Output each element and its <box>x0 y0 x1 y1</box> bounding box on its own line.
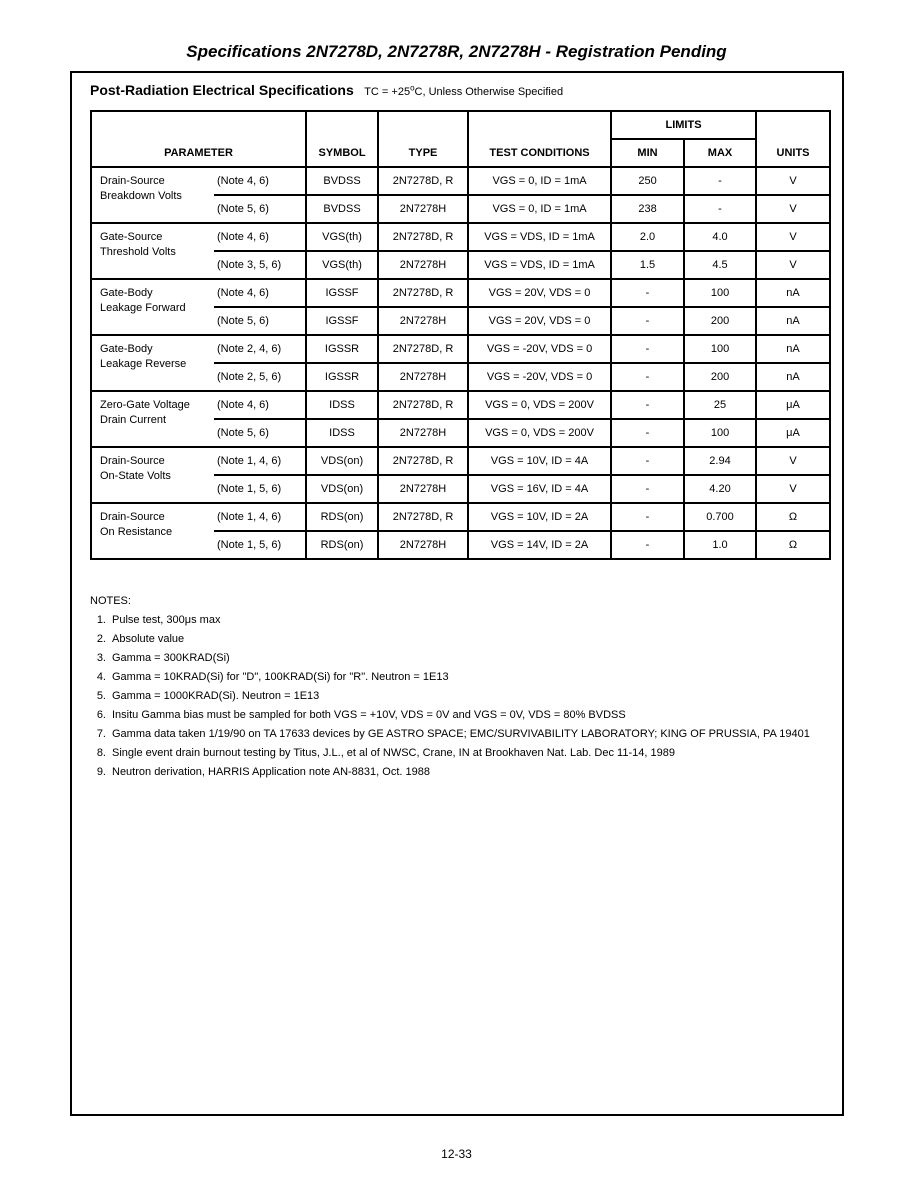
page-number: 12-33 <box>441 1147 472 1161</box>
note-number: 4. <box>96 671 106 683</box>
note-item <box>90 690 830 703</box>
units-cell: nA <box>756 335 830 363</box>
max-cell: 4.20 <box>684 475 756 503</box>
symbol-cell: IGSSF <box>306 307 378 335</box>
note-item <box>90 728 830 741</box>
note-text: Gamma = 10KRAD(Si) for "D", 100KRAD(Si) for "R". Neutron = 1E13 <box>112 671 449 683</box>
min-cell: - <box>611 279 684 307</box>
units-cell: V <box>756 195 830 223</box>
symbol-cell: VDS(on) <box>306 475 378 503</box>
symbol-cell: RDS(on) <box>306 503 378 531</box>
units-cell: μA <box>756 419 830 447</box>
header-parameter: PARAMETER <box>91 111 306 167</box>
symbol-cell: IGSSR <box>306 363 378 391</box>
parameter-line-1: Gate-Body <box>100 343 153 355</box>
min-cell: - <box>611 335 684 363</box>
parameter-name <box>91 447 214 503</box>
units-cell: V <box>756 167 830 195</box>
max-cell: 0.700 <box>684 503 756 531</box>
section-title <box>90 82 563 100</box>
max-cell: 100 <box>684 419 756 447</box>
header-test-conditions: TEST CONDITIONS <box>468 111 611 167</box>
note-text: Gamma = 300KRAD(Si) <box>112 652 230 664</box>
parameter-name <box>91 223 214 279</box>
note-item <box>90 652 830 665</box>
test-condition-cell: VGS = VDS, ID = 1mA <box>468 251 611 279</box>
spec-table <box>90 110 831 560</box>
parameter-line-1: Drain-Source <box>100 455 165 467</box>
condition-prefix: TC = +25 <box>364 86 411 98</box>
parameter-line-2: On-State Volts <box>100 470 171 482</box>
note-ref: (Note 1, 5, 6) <box>214 475 306 503</box>
test-condition-cell: VGS = 10V, ID = 2A <box>468 503 611 531</box>
max-cell: 2.94 <box>684 447 756 475</box>
symbol-cell: VGS(th) <box>306 223 378 251</box>
note-text: Absolute value <box>112 633 185 645</box>
parameter-name <box>91 167 214 223</box>
type-cell: 2N7278D, R <box>378 503 468 531</box>
max-cell: 4.0 <box>684 223 756 251</box>
symbol-cell: BVDSS <box>306 167 378 195</box>
type-cell: 2N7278D, R <box>378 223 468 251</box>
max-cell: 1.0 <box>684 531 756 559</box>
type-cell: 2N7278H <box>378 475 468 503</box>
type-cell: 2N7278H <box>378 363 468 391</box>
units-cell: V <box>756 447 830 475</box>
note-number: 7. <box>96 728 106 740</box>
header-symbol: SYMBOL <box>306 111 378 167</box>
parameter-line-1: Drain-Source <box>100 511 165 523</box>
type-cell: 2N7278D, R <box>378 167 468 195</box>
note-ref: (Note 4, 6) <box>214 223 306 251</box>
note-item <box>90 614 830 627</box>
min-cell: - <box>611 447 684 475</box>
note-text: Insitu Gamma bias must be sampled for both VGS = +10V, VDS = 0V and VGS = 0V, VDS = 80% BVDSS <box>112 709 626 721</box>
note-text: Pulse test, 300μs max <box>112 614 221 626</box>
parameter-line-2: On Resistance <box>100 526 173 538</box>
max-cell: 100 <box>684 279 756 307</box>
type-cell: 2N7278D, R <box>378 279 468 307</box>
table-row <box>91 279 830 307</box>
header-type: TYPE <box>378 111 468 167</box>
note-number: 9. <box>96 766 106 778</box>
type-cell: 2N7278D, R <box>378 447 468 475</box>
min-cell: 250 <box>611 167 684 195</box>
test-condition-cell: VGS = 16V, ID = 4A <box>468 475 611 503</box>
section-title-text: Post-Radiation Electrical Specifications <box>90 82 354 98</box>
symbol-cell: IGSSF <box>306 279 378 307</box>
note-item <box>90 671 830 684</box>
note-ref: (Note 5, 6) <box>214 195 306 223</box>
symbol-cell: IDSS <box>306 391 378 419</box>
note-number: 6. <box>96 709 106 721</box>
max-cell: 200 <box>684 363 756 391</box>
units-cell: V <box>756 223 830 251</box>
max-cell: 4.5 <box>684 251 756 279</box>
table-row <box>91 223 830 251</box>
header-units: UNITS <box>756 111 830 167</box>
note-text: Single event drain burnout testing by Titus, J.L., et al of NWSC, Crane, IN at Brookhaven Nat. Lab. Dec 11-14, 1989 <box>112 747 675 759</box>
notes-section <box>90 595 830 785</box>
min-cell: - <box>611 503 684 531</box>
note-item <box>90 747 830 760</box>
type-cell: 2N7278H <box>378 531 468 559</box>
max-cell: - <box>684 195 756 223</box>
table-row <box>91 447 830 475</box>
type-cell: 2N7278H <box>378 307 468 335</box>
min-cell: - <box>611 475 684 503</box>
min-cell: - <box>611 363 684 391</box>
parameter-line-2: Drain Current <box>100 414 167 426</box>
note-item <box>90 709 830 722</box>
test-condition-cell: VGS = 10V, ID = 4A <box>468 447 611 475</box>
min-cell: 238 <box>611 195 684 223</box>
symbol-cell: VGS(th) <box>306 251 378 279</box>
units-cell: nA <box>756 279 830 307</box>
min-cell: 2.0 <box>611 223 684 251</box>
parameter-line-2: Leakage Reverse <box>100 358 187 370</box>
parameter-line-2: Threshold Volts <box>100 246 176 258</box>
note-number: 3. <box>96 652 106 664</box>
note-number: 2. <box>96 633 106 645</box>
max-cell: 200 <box>684 307 756 335</box>
note-ref: (Note 4, 6) <box>214 167 306 195</box>
min-cell: - <box>611 391 684 419</box>
note-item <box>90 633 830 646</box>
min-cell: - <box>611 307 684 335</box>
note-ref: (Note 2, 4, 6) <box>214 335 306 363</box>
units-cell: Ω <box>756 503 830 531</box>
section-condition <box>364 83 564 98</box>
condition-sup: o <box>410 83 415 93</box>
test-condition-cell: VGS = 20V, VDS = 0 <box>468 279 611 307</box>
parameter-name <box>91 391 214 447</box>
note-item <box>90 766 830 779</box>
notes-label: NOTES: <box>90 595 131 607</box>
note-ref: (Note 1, 5, 6) <box>214 531 306 559</box>
header-max: MAX <box>684 139 756 167</box>
note-ref: (Note 2, 5, 6) <box>214 363 306 391</box>
note-number: 5. <box>96 690 106 702</box>
test-condition-cell: VGS = 20V, VDS = 0 <box>468 307 611 335</box>
note-text: Gamma = 1000KRAD(Si). Neutron = 1E13 <box>112 690 320 702</box>
note-text: Neutron derivation, HARRIS Application note AN-8831, Oct. 1988 <box>112 766 430 778</box>
units-cell: V <box>756 251 830 279</box>
page-header: Specifications 2N7278D, 2N7278R, 2N7278H - Registration Pending <box>186 42 727 61</box>
symbol-cell: BVDSS <box>306 195 378 223</box>
spec-frame <box>70 71 844 1116</box>
parameter-line-2: Breakdown Volts <box>100 190 182 202</box>
notes-list <box>90 614 830 779</box>
note-ref: (Note 4, 6) <box>214 279 306 307</box>
table-row <box>91 167 830 195</box>
type-cell: 2N7278H <box>378 195 468 223</box>
note-ref: (Note 1, 4, 6) <box>214 503 306 531</box>
test-condition-cell: VGS = 0, VDS = 200V <box>468 391 611 419</box>
units-cell: V <box>756 475 830 503</box>
note-ref: (Note 5, 6) <box>214 419 306 447</box>
table-row <box>91 335 830 363</box>
symbol-cell: RDS(on) <box>306 531 378 559</box>
max-cell: 25 <box>684 391 756 419</box>
type-cell: 2N7278H <box>378 251 468 279</box>
max-cell: - <box>684 167 756 195</box>
test-condition-cell: VGS = 0, VDS = 200V <box>468 419 611 447</box>
symbol-cell: IGSSR <box>306 335 378 363</box>
min-cell: - <box>611 419 684 447</box>
test-condition-cell: VGS = -20V, VDS = 0 <box>468 363 611 391</box>
test-condition-cell: VGS = -20V, VDS = 0 <box>468 335 611 363</box>
parameter-name <box>91 335 214 391</box>
type-cell: 2N7278D, R <box>378 335 468 363</box>
units-cell: nA <box>756 307 830 335</box>
units-cell: Ω <box>756 531 830 559</box>
note-ref: (Note 3, 5, 6) <box>214 251 306 279</box>
spec-table-body <box>91 167 830 559</box>
parameter-line-1: Gate-Body <box>100 287 153 299</box>
header-min: MIN <box>611 139 684 167</box>
min-cell: - <box>611 531 684 559</box>
type-cell: 2N7278H <box>378 419 468 447</box>
test-condition-cell: VGS = 0, ID = 1mA <box>468 195 611 223</box>
min-cell: 1.5 <box>611 251 684 279</box>
note-ref: (Note 4, 6) <box>214 391 306 419</box>
test-condition-cell: VGS = 0, ID = 1mA <box>468 167 611 195</box>
symbol-cell: IDSS <box>306 419 378 447</box>
note-number: 8. <box>96 747 106 759</box>
parameter-line-1: Drain-Source <box>100 175 165 187</box>
test-condition-cell: VGS = VDS, ID = 1mA <box>468 223 611 251</box>
test-condition-cell: VGS = 14V, ID = 2A <box>468 531 611 559</box>
type-cell: 2N7278D, R <box>378 391 468 419</box>
header-limits: LIMITS <box>611 111 756 139</box>
parameter-line-1: Gate-Source <box>100 231 163 243</box>
note-ref: (Note 5, 6) <box>214 307 306 335</box>
parameter-line-1: Zero-Gate Voltage <box>100 399 190 411</box>
units-cell: nA <box>756 363 830 391</box>
note-text: Gamma data taken 1/19/90 on TA 17633 devices by GE ASTRO SPACE; EMC/SURVIVABILITY LABORATORY; KING OF PRUSSIA, PA 19401 <box>112 728 810 740</box>
symbol-cell: VDS(on) <box>306 447 378 475</box>
table-row <box>91 391 830 419</box>
parameter-line-2: Leakage Forward <box>100 302 186 314</box>
table-row <box>91 503 830 531</box>
note-number: 1. <box>96 614 106 626</box>
condition-suffix: C, Unless Otherwise Specified <box>414 86 564 98</box>
max-cell: 100 <box>684 335 756 363</box>
note-ref: (Note 1, 4, 6) <box>214 447 306 475</box>
units-cell: μA <box>756 391 830 419</box>
parameter-name <box>91 279 214 335</box>
parameter-name <box>91 503 214 559</box>
